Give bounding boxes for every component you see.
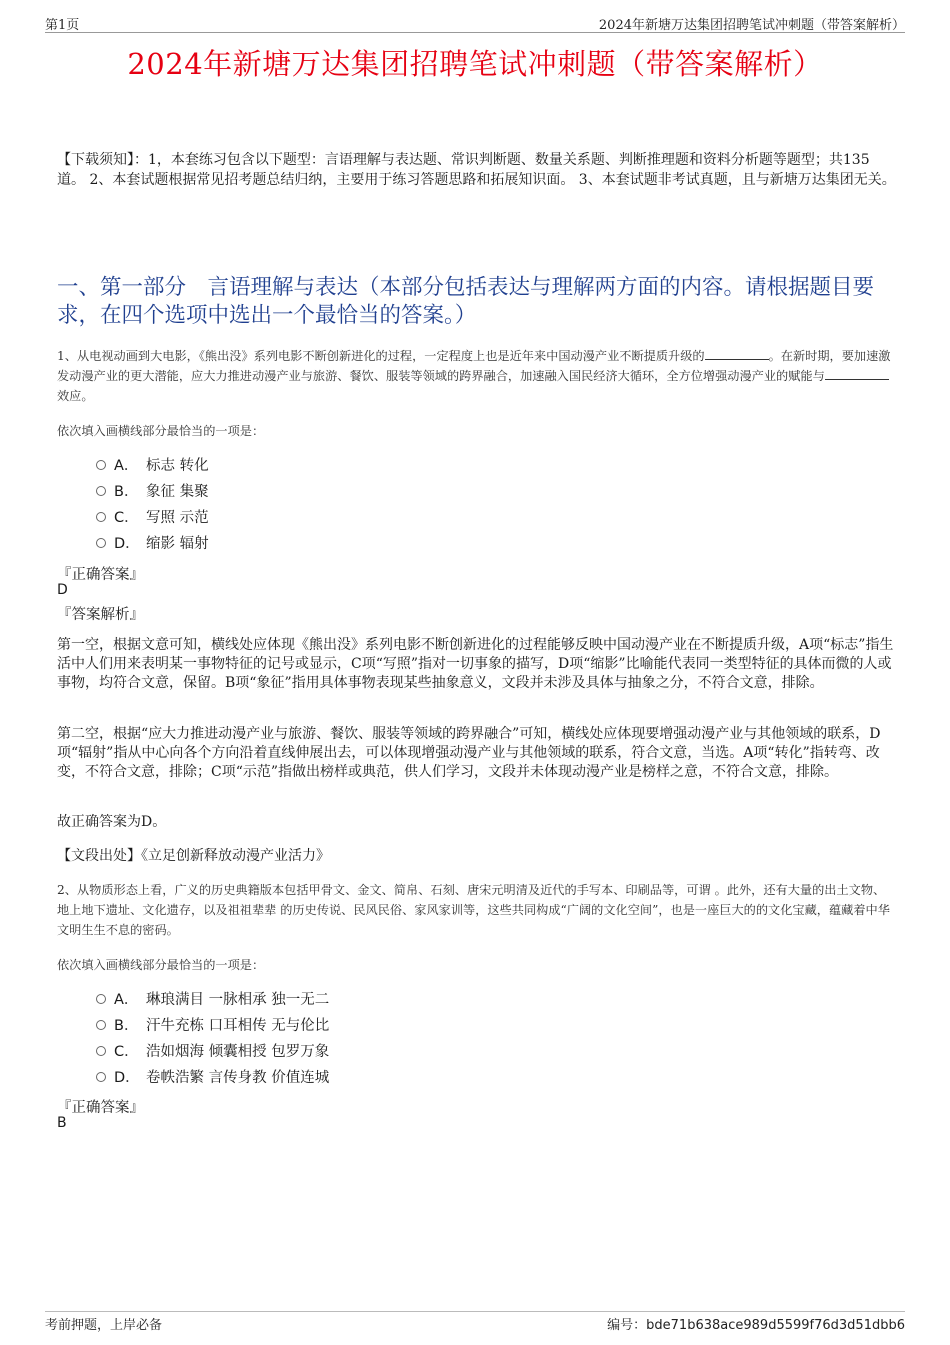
option-text: 象征 集聚 bbox=[146, 484, 209, 500]
option-letter: D． bbox=[114, 536, 140, 552]
option-text: 缩影 辐射 bbox=[146, 536, 209, 552]
question-2-text: 2、从物质形态上看，广义的历史典籍版本包括甲骨文、金文、简帛、石刻、唐宋元明清及近代的手写本、印刷品等，可谓 。此外，还有大量的出土文物、地上地下遗址、文化遗存，以及祖祖辈辈 的历史传说、民风民俗、家风家训等，这些共同构成“广阔的文化空间”，也是一座巨大的的文化宝藏，蕴藏着中华文明生生不息的密码。 bbox=[57, 883, 890, 937]
question-1-text-part-b: 。在新时期，要加速激发动漫产业的更大潜能，应大力推进动漫产业与旅游、餐饮、服装等领域的跨界融合，加速融入国民经济大循环，全方位增强动漫产业的赋能与 bbox=[57, 349, 891, 383]
radio-icon[interactable] bbox=[96, 1020, 106, 1030]
option-letter: B． bbox=[114, 484, 139, 500]
q1-conclusion: 故正确答案为D。 bbox=[57, 814, 167, 830]
running-header-title: 2024年新塘万达集团招聘笔试冲刺题（带答案解析） bbox=[598, 18, 905, 33]
q1-answer-label: 『正确答案』 bbox=[57, 567, 144, 583]
radio-icon[interactable] bbox=[96, 512, 106, 522]
page-number: 第1页 bbox=[45, 18, 80, 33]
radio-icon[interactable] bbox=[96, 538, 106, 548]
q1-answer: D bbox=[57, 582, 68, 598]
option-text: 卷帙浩繁 言传身教 价值连城 bbox=[146, 1070, 330, 1086]
blank-1 bbox=[705, 347, 769, 360]
question-1-text-part-a: 1、从电视动画到大电影，《熊出没》系列电影不断创新进化的过程，一定程度上也是近年来中国动漫产业不断提质升级的 bbox=[57, 349, 705, 363]
q1-option-b[interactable] bbox=[96, 482, 209, 502]
document-title: 2024年新塘万达集团招聘笔试冲刺题（带答案解析） bbox=[127, 47, 823, 81]
option-letter: C． bbox=[114, 1044, 139, 1060]
q2-answer: B bbox=[57, 1115, 67, 1131]
option-letter: C． bbox=[114, 510, 139, 526]
question-1-prompt: 依次填入画横线部分最恰当的一项是： bbox=[57, 424, 265, 438]
radio-icon[interactable] bbox=[96, 1072, 106, 1082]
option-letter: D． bbox=[114, 1070, 140, 1086]
q2-option-c[interactable] bbox=[96, 1042, 329, 1062]
q1-option-a[interactable] bbox=[96, 456, 209, 476]
q1-analysis-paragraph-1: 第一空，根据文意可知，横线处应体现《熊出没》系列电影不断创新进化的过程能够反映中国动漫产业在不断提质升级，A项“标志”指生活中人们用来表明某一事物特征的记号或显示，C项“写照”指对一切事象的描写，D项“缩影”比喻能代表同一类型特征的具体而微的人或事物，均符合文意，保留。B项“象征”指用具体事物表现某些抽象意义，文段并未涉及具体与抽象之分，不符合文意，排除。 bbox=[57, 637, 894, 691]
footer-slogan: 考前押题，上岸必备 bbox=[45, 1318, 163, 1333]
option-text: 浩如烟海 倾囊相授 包罗万象 bbox=[146, 1044, 330, 1060]
q2-option-d[interactable] bbox=[96, 1068, 329, 1088]
serial-code: bde71b638ace989d5599f76d3d51dbb6 bbox=[646, 1318, 905, 1333]
section-heading: 一、第一部分 言语理解与表达（本部分包括表达与理解两方面的内容。请根据题目要求，在四个选项中选出一个最恰当的答案。） bbox=[57, 275, 875, 328]
option-text: 写照 示范 bbox=[146, 510, 209, 526]
radio-icon[interactable] bbox=[96, 1046, 106, 1056]
option-text: 汗牛充栋 口耳相传 无与伦比 bbox=[146, 1018, 330, 1034]
footer-divider bbox=[45, 1311, 905, 1312]
q1-option-c[interactable] bbox=[96, 508, 209, 528]
radio-icon[interactable] bbox=[96, 486, 106, 496]
footer-serial bbox=[607, 1314, 905, 1333]
option-text: 标志 转化 bbox=[146, 458, 209, 474]
q2-option-b[interactable] bbox=[96, 1016, 329, 1036]
q2-option-a[interactable] bbox=[96, 990, 329, 1010]
radio-icon[interactable] bbox=[96, 994, 106, 1004]
serial-label: 编号： bbox=[607, 1318, 647, 1333]
question-1-text-part-c: 效应。 bbox=[57, 389, 94, 403]
option-text: 琳琅满目 一脉相承 独一无二 bbox=[146, 992, 330, 1008]
header-divider bbox=[45, 32, 905, 33]
q2-answer-label: 『正确答案』 bbox=[57, 1100, 144, 1116]
question-2-prompt: 依次填入画横线部分最恰当的一项是： bbox=[57, 958, 265, 972]
option-letter: B． bbox=[114, 1018, 139, 1034]
q1-analysis-label: 『答案解析』 bbox=[57, 607, 144, 623]
q1-option-d[interactable] bbox=[96, 534, 209, 554]
blank-2 bbox=[825, 367, 889, 380]
option-letter: A． bbox=[114, 458, 139, 474]
radio-icon[interactable] bbox=[96, 460, 106, 470]
option-letter: A． bbox=[114, 992, 139, 1008]
question-1-text bbox=[57, 346, 897, 406]
q1-analysis-paragraph-2: 第二空，根据“应大力推进动漫产业与旅游、餐饮、服装等领域的跨界融合”可知，横线处应体现要增强动漫产业与其他领域的联系，D项“辐射”指从中心向各个方向沿着直线伸展出去，可以体现增强动漫产业与其他领域的联系，符合文意，当选。A项“转化”指转弯、改变，不符合文意，排除；C项“示范”指做出榜样或典范，供人们学习，文段并未体现动漫产业是榜样之意，不符合文意，排除。 bbox=[57, 726, 881, 780]
download-notice: 【下载须知】：1，本套练习包含以下题型：言语理解与表达题、常识判断题、数量关系题、判断推理题和资料分析题等题型；共135道。 2、本套试题根据常见招考题总结归纳，主要用于练习答题思路和拓展知识面。 3、本套试题非考试真题，且与新塘万达集团无关。 bbox=[57, 152, 896, 188]
q1-source: 【文段出处】《立足创新释放动漫产业活力》 bbox=[57, 848, 330, 864]
